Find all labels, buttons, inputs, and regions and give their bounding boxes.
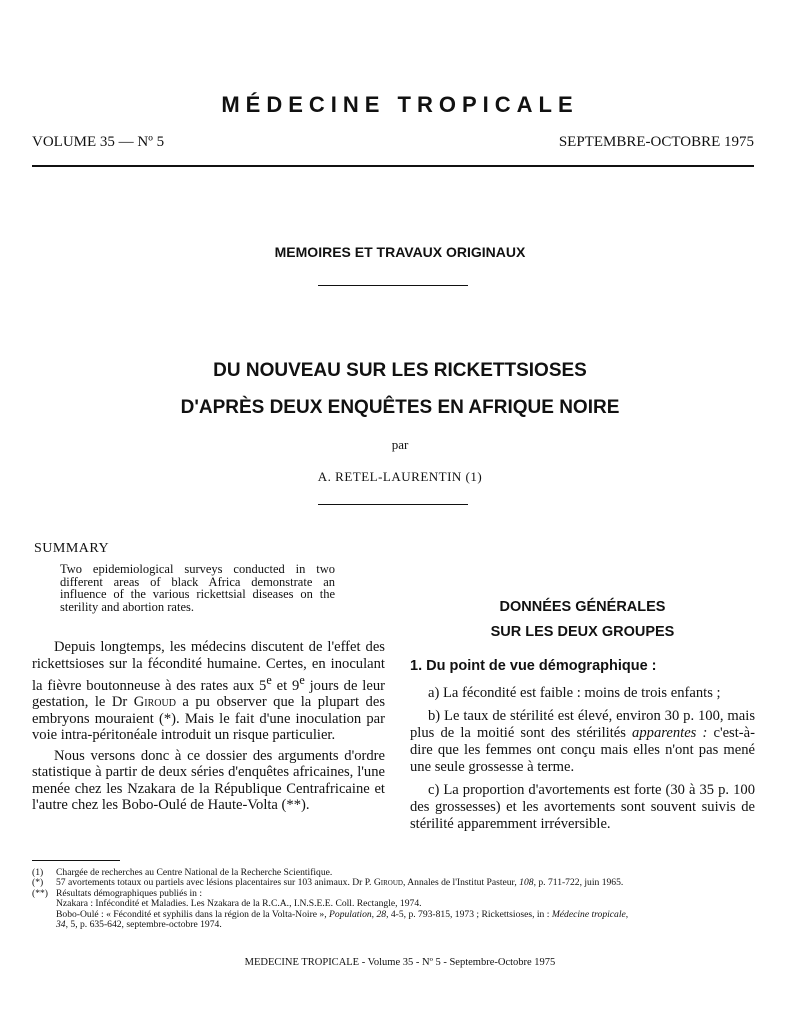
section-divider [318,285,468,286]
footnotes [32,868,772,930]
page-footer: MEDECINE TROPICALE - Volume 35 - Nº 5 - Septembre-Octobre 1975 [244,957,556,968]
paragraph-1: Depuis longtemps, les médecins discutent de l'effet des rickettsioses sur la fécondité humaine. Certes, en inoculant la fièvre boutonneuse à des rates aux 5e et 9e jours de leur gestation, le Dr Giroud a pu observer que la plupart des embryons mouraient (*). Mais le fait d'une inoculation par voie intra-péritonéale introduit un risque particulier. [32,639,386,744]
footnote-3: (**) Résultats démographiques publiés in : [32,887,203,899]
item-c: c) La proportion d'avortements est forte (30 à 35 p. 100 des grossesses) et les avortements sont souvent suivis de stérilité apparemment irréversible. [410,782,755,832]
footnote-1: (1) Chargée de recherches au Centre National de la Recherche Scientifique. [32,867,333,878]
item-b: b) Le taux de stérilité est élevé, environ 30 p. 100, mais plus de la moitié sont des stérilités apparentes : c'est-à-dire que les femmes ont conçu mais elles n'ont pas mené une seule grossesse à terme. [410,708,755,775]
left-column [32,639,385,814]
journal-title: MÉDECINE TROPICALE [221,92,579,117]
right-heading-line2: SUR LES DEUX GROUPES [490,624,675,640]
right-heading-line1: DONNÉES GÉNÉRALES [499,599,666,615]
section-heading: MEMOIRES ET TRAVAUX ORIGINAUX [274,244,526,260]
right-column [410,685,755,839]
title-divider [318,504,468,505]
header-rule [32,165,754,167]
footnote-2: (*) 57 avortements totaux ou partiels avec lésions placentaires sur 103 animaux. Dr P. Giroud, Annales de l'Institut Pasteur, 108, p. 711-722, juin 1965. [32,877,624,889]
item-a: a) La fécondité est faible : moins de trois enfants ; [428,685,721,701]
issue-date: SEPTEMBRE-OCTOBRE 1975 [558,134,754,150]
footnote-rule [32,860,120,861]
demographic-subheading: 1. Du point de vue démographique : [410,658,657,674]
paragraph-2: Nous versons donc à ce dossier des arguments d'ordre statistique à partir de deux séries d'enquêtes africaines, l'une menée chez les Nzakara de la République Centrafricaine et l'autre chez les Bobo-Oulé de Haute-Volta (**). [32,747,385,814]
volume-number: VOLUME 35 — Nº 5 [32,134,165,150]
article-title-line1: DU NOUVEAU SUR LES RICKETTSIOSES [213,360,587,381]
article-title-line2: D'APRÈS DEUX ENQUÊTES EN AFRIQUE NOIRE [180,397,620,418]
summary-text: Two epidemiological surveys conducted in two different areas of black Africa demonstrate an influence of the various rickettsial diseases on the sterility and abortion rates. [60,562,335,614]
footnote-3-bobo: Bobo-Oulé : « Fécondité et syphilis dans la région de la Volta-Noire », Population, 28, 4-5, p. 793-815, 1973 ; Rickettsioses, in : Médecine tropicale, [56,908,629,920]
footnote-3-nzakara: Nzakara : Infécondité et Maladies. Les Nzakara de la R.C.A., I.N.S.E.E. Coll. Rectangle, 1974. [56,898,422,910]
by-label: par [391,437,409,452]
author: A. RETEL-LAURENTIN (1) [317,469,483,484]
footnote-3-bobo-cont: 34, 5, p. 635-642, septembre-octobre 1974. [56,919,222,931]
summary-heading: SUMMARY [34,541,110,556]
